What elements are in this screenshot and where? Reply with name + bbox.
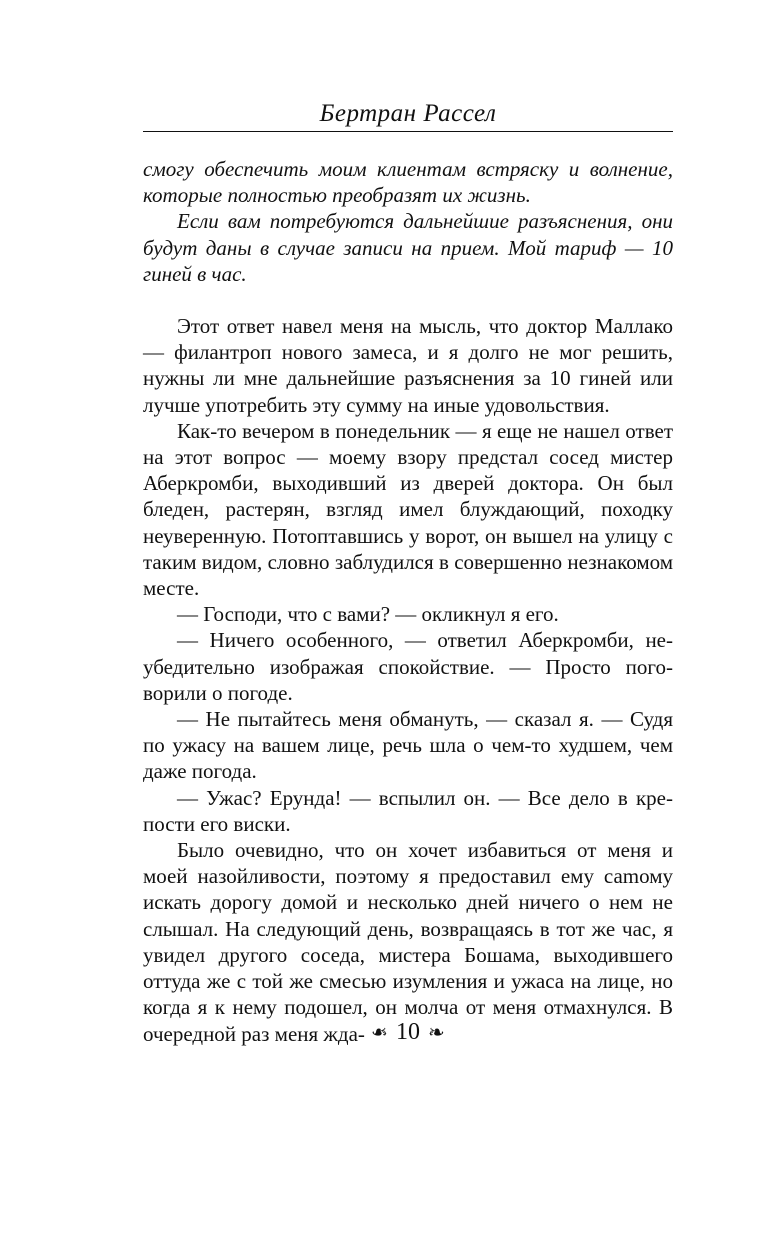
fleuron-right-icon: ❧ [428, 1022, 445, 1045]
letter-paragraph: смогу обеспечить моим клиентам встряску и волнение, которые полностью преобразят их жизнь. [143, 157, 673, 208]
page-number: 10 [396, 1019, 420, 1045]
page-footer [143, 1017, 673, 1048]
fleuron-left-icon: ❧ [371, 1022, 388, 1045]
letter-paragraph: Если вам потребуются дальнейшие разъяснения, они будут даны в случае записи на прием. Мой тариф — 10 гиней в час. [143, 209, 673, 286]
paragraph: Этот ответ навел меня на мысль, что доктор Маллако — филантроп нового замеса, и я долго не мог решить, нужны ли мне дальнейшие разъяснения за 10 гиней или лучше употребить эту сумму на иные удовольствия. [143, 314, 673, 417]
paragraph: Было очевидно, что он хочет избавиться от меня и моей назойливости, поэтому я предоставил ему саmому искать дорогу домой и несколько дней ничего о нем не слышал. На следующий день, возвращаясь в тот же час, я увидел другого соседа, мистера Бошама, выходившего оттуда же с той же смесью изумления и ужаса на лице, но когда я к нему подошел, он молча от меня отмахнулся. В очередной раз меня жда- [143, 838, 673, 1046]
section-gap [143, 287, 673, 313]
dialogue-line: — Ничего особенного, — ответил Аберкромби, неубедительно изображая спокойствие. — Просто поговорили о погоде. [143, 628, 673, 705]
running-title: Бертран Рассел [319, 100, 497, 127]
dialogue-line: — Не пытайтесь меня обмануть, — сказал я. — Судя по ужасу на вашем лице, речь шла о чем-то худшем, чем даже погода. [143, 707, 673, 784]
dialogue-line: — Господи, что с вами? — окликнул я его. [177, 602, 559, 627]
dialogue-line: — Ужас? Ерунда! — вспылил он. — Все дело в крепости его виски. [143, 785, 673, 836]
paragraph: Как-то вечером в понедельник — я еще не нашел ответ на этот вопрос — моему взору предстал сосед мистер Аберкромби, выходивший из дверей доктора. Он был бледен, растерян, взгляд имел блуждающий, походку неуверенную. Потоптавшись у ворот, он вышел на улицу с таким видом, словно заблудился в совершенно незнакомом месте. [143, 418, 673, 601]
header-rule [143, 131, 673, 132]
page-body [143, 156, 673, 1047]
